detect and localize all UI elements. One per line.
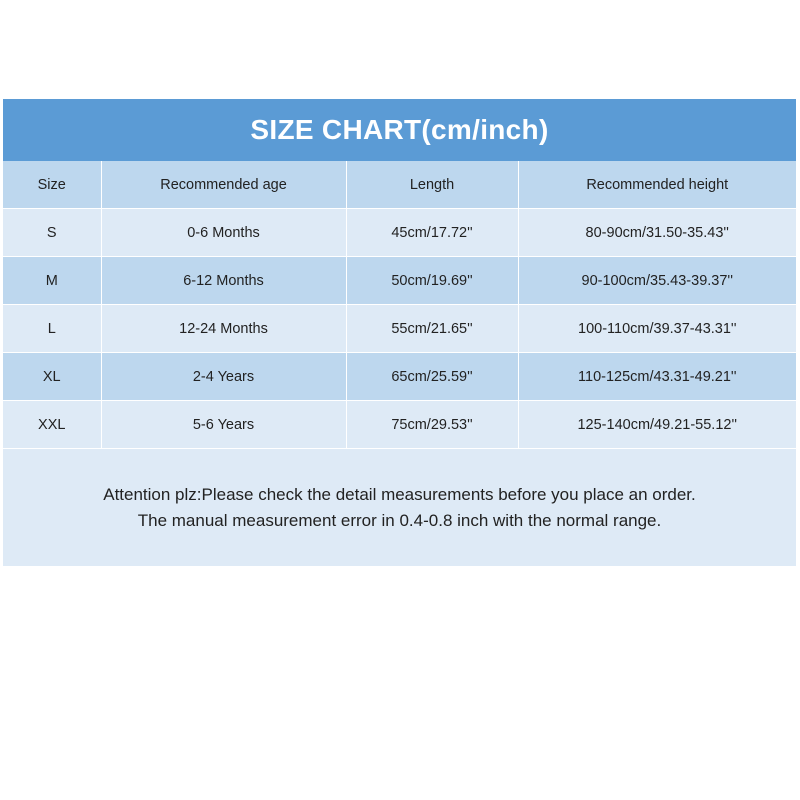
attention-note [3,449,796,566]
cell-height: 125-140cm/49.21-55.12'' [518,401,796,449]
cell-height: 100-110cm/39.37-43.31'' [518,305,796,353]
cell-length: 50cm/19.69'' [346,257,518,305]
cell-length: 75cm/29.53'' [346,401,518,449]
table-row [3,209,796,257]
table-row [3,257,796,305]
header-size: Size [3,161,101,209]
note-line-1: Attention plz:Please check the detail measurements before you place an order. [103,484,696,504]
table-row [3,401,796,449]
cell-height: 80-90cm/31.50-35.43'' [518,209,796,257]
table-row [3,353,796,401]
cell-age: 6-12 Months [101,257,346,305]
cell-size: XL [3,353,101,401]
cell-length: 65cm/25.59'' [346,353,518,401]
table-row [3,305,796,353]
cell-size: L [3,305,101,353]
cell-age: 2-4 Years [101,353,346,401]
cell-height: 110-125cm/43.31-49.21'' [518,353,796,401]
cell-age: 12-24 Months [101,305,346,353]
cell-height: 90-100cm/35.43-39.37'' [518,257,796,305]
cell-age: 0-6 Months [101,209,346,257]
note-line-2: The manual measurement error in 0.4-0.8 inch with the normal range. [137,510,662,530]
header-length: Length [346,161,518,209]
header-recommended-age: Recommended age [101,161,346,209]
cell-size: S [3,209,101,257]
header-recommended-height: Recommended height [518,161,796,209]
chart-title: SIZE CHART(cm/inch) [3,99,796,161]
size-chart [3,99,796,566]
cell-length: 55cm/21.65'' [346,305,518,353]
cell-size: M [3,257,101,305]
cell-length: 45cm/17.72'' [346,209,518,257]
size-table [3,161,796,449]
cell-age: 5-6 Years [101,401,346,449]
cell-size: XXL [3,401,101,449]
table-header-row [3,161,796,209]
